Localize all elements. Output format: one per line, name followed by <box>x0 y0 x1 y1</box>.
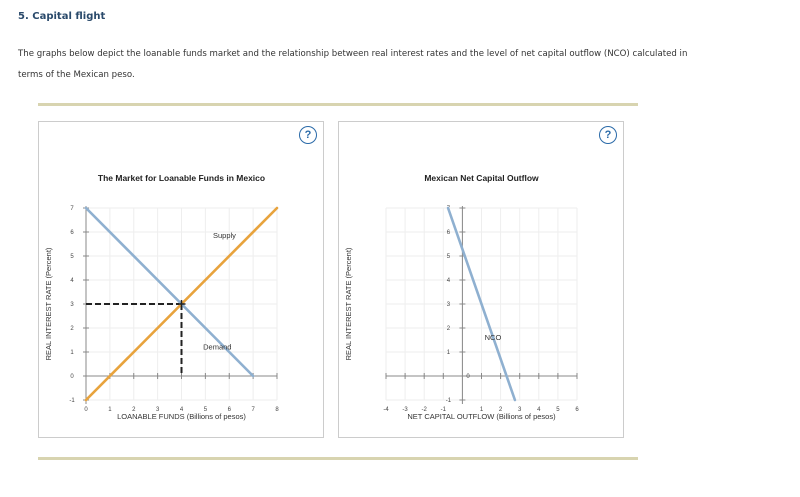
loanable-funds-panel <box>38 121 324 438</box>
y-tick-label: 6 <box>446 230 451 236</box>
y-tick-label: 0 <box>70 374 74 380</box>
x-tick-label: 3 <box>155 407 160 413</box>
x-tick-label: 6 <box>227 407 231 413</box>
y-tick-label: 6 <box>70 230 74 236</box>
y-tick-label: 2 <box>70 326 74 332</box>
y-tick-label: 3 <box>70 302 74 308</box>
y-tick-label: 1 <box>70 350 74 356</box>
nco-panel <box>338 121 624 438</box>
x-tick-label: 1 <box>479 407 484 413</box>
x-tick-label: 2 <box>132 407 136 413</box>
question-text: The graphs below depict the loanable funds market and the relationship between real interest rates and the level of net capital outflow (NCO) calculated in terms of the Mexican peso. <box>18 49 688 80</box>
x-tick-label: 5 <box>556 407 560 413</box>
chart-title: The Market for Loanable Funds in Mexico <box>97 173 266 183</box>
y-tick-label: 4 <box>446 278 451 284</box>
help-button[interactable]: ? <box>299 126 317 144</box>
x-tick-label: 1 <box>108 407 112 413</box>
x-tick-label: 0 <box>84 407 88 413</box>
x-tick-label: 6 <box>575 407 579 413</box>
top-divider <box>38 103 638 106</box>
x-tick-label: -4 <box>383 407 389 413</box>
loanable-funds-chart <box>39 122 323 437</box>
y-tick-label: 5 <box>70 254 74 260</box>
chart-title: Mexican Net Capital Outflow <box>424 173 539 183</box>
y-tick-label: 2 <box>446 326 451 332</box>
nco-chart <box>339 122 623 437</box>
y-axis-label: REAL INTEREST RATE (Percent) <box>44 247 53 361</box>
origin-label: 0 <box>466 374 470 380</box>
x-tick-label: -3 <box>402 407 408 413</box>
question-title: 5. Capital flight <box>18 11 106 22</box>
x-tick-label: -2 <box>421 407 427 413</box>
x-axis-label: NET CAPITAL OUTFLOW (Billions of pesos) <box>407 412 556 421</box>
x-tick-label: -1 <box>440 407 446 413</box>
bottom-divider <box>38 457 638 460</box>
x-tick-label: 4 <box>537 407 541 413</box>
x-tick-label: 2 <box>498 407 503 413</box>
y-tick-label: 5 <box>446 254 451 260</box>
x-axis-label: LOANABLE FUNDS (Billions of pesos) <box>117 412 246 421</box>
y-tick-label: 7 <box>70 206 74 212</box>
x-tick-label: 5 <box>203 407 208 413</box>
supply-label: Supply <box>213 231 236 240</box>
x-tick-label: 3 <box>518 407 522 413</box>
y-tick-label: -1 <box>445 398 452 404</box>
y-tick-label: -1 <box>69 398 75 404</box>
help-button[interactable]: ? <box>599 126 617 144</box>
y-tick-label: 3 <box>446 302 451 308</box>
demand-label: Demand <box>203 342 232 352</box>
y-axis-label: REAL INTEREST RATE (Percent) <box>344 247 353 361</box>
nco-label: NCO <box>484 333 502 342</box>
x-tick-label: 8 <box>275 407 279 413</box>
x-tick-label: 7 <box>251 407 255 413</box>
x-tick-label: 4 <box>179 407 184 413</box>
y-tick-label: 1 <box>446 350 451 356</box>
y-tick-label: 4 <box>70 278 74 284</box>
